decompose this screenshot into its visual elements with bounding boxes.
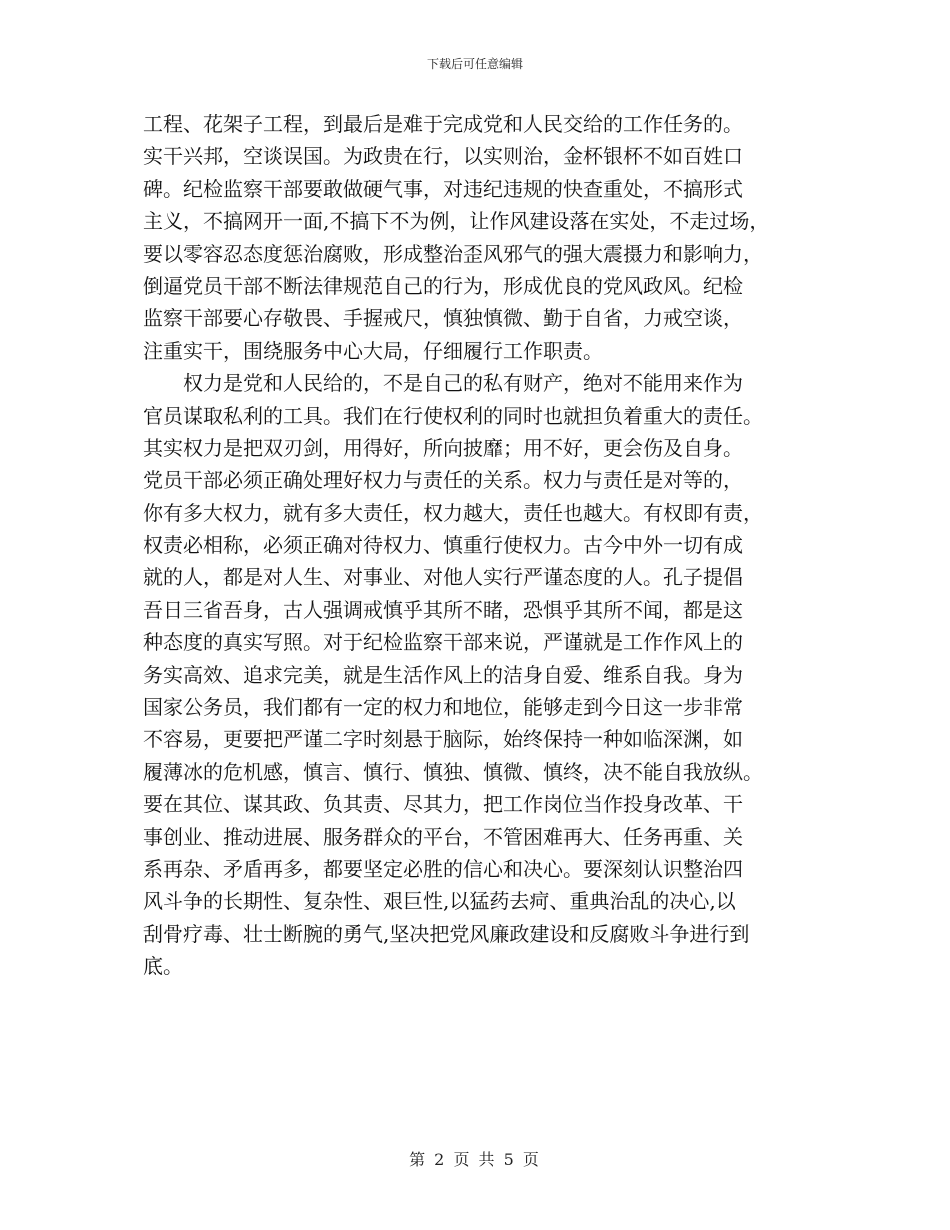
page-header: 下载后可任意编辑 <box>426 57 523 71</box>
paragraph-first-line: 权力是党和人民给的，不是自己的私有财产，绝对不能用来作为 <box>183 371 743 396</box>
text-line: 风斗争的长期性、复杂性、艰巨性,以猛药去疴、重典治乱的决心,以 <box>143 889 736 914</box>
text-line: 要在其位、谋其政、负其责、尽其力，把工作岗位当作投身改革、干 <box>143 792 743 817</box>
text-line: 系再杂、矛盾再多，都要坚定必胜的信心和决心。要深刻认识整治四 <box>143 856 743 881</box>
text-line: 监察干部要心存敬畏、手握戒尺，慎独慎微、勤于自省，力戒空谈， <box>143 306 743 331</box>
text-line: 你有多大权力，就有多大责任，权力越大，责任也越大。有权即有责， <box>143 500 763 525</box>
text-line: 种态度的真实写照。对于纪检监察干部来说，严谨就是工作作风上的 <box>143 630 743 655</box>
text-line: 不容易，更要把严谨二字时刻悬于脑际，始终保持一种如临深渊，如 <box>143 727 743 752</box>
text-line: 吾日三省吾身，古人强调戒慎乎其所不睹，恐惧乎其所不闻，都是这 <box>143 597 743 622</box>
text-line: 刮骨疗毒、壮士断腕的勇气,坚决把党风廉政建设和反腐败斗争进行到 <box>143 921 750 946</box>
text-line: 履薄冰的危机感，慎言、慎行、慎独、慎微、慎终，决不能自我放纵。 <box>143 759 763 784</box>
text-line: 国家公务员，我们都有一定的权力和地位，能够走到今日这一步非常 <box>143 695 743 720</box>
text-line: 倒逼党员干部不断法律规范自己的行为，形成优良的党风政风。纪检 <box>143 273 743 298</box>
document-body <box>143 108 823 983</box>
text-line: 事创业、推动进展、服务群众的平台，不管困难再大、任务再重、关 <box>143 824 743 849</box>
text-line: 务实高效、追求完美，就是生活作风上的洁身自爱、维系自我。身为 <box>143 662 743 687</box>
text-line: 注重实干，围绕服务中心大局，仔细履行工作职责。 <box>143 338 603 363</box>
text-line: 工程、花架子工程，到最后是难于完成党和人民交给的工作任务的。 <box>143 112 743 136</box>
text-line: 要以零容忍态度惩治腐败，形成整治歪风邪气的强大震摄力和影响力， <box>143 241 763 266</box>
text-line: 主义，不搞网开一面,不搞下不为例，让作风建设落在实处，不走过场， <box>143 209 770 234</box>
text-line: 实干兴邦，空谈误国。为政贵在行，以实则治，金杯银杯不如百姓口 <box>143 144 743 169</box>
text-line: 官员谋取私利的工具。我们在行使权利的同时也就担负着重大的责任。 <box>143 403 763 428</box>
text-line: 其实权力是把双刃剑，用得好，所向披靡；用不好，更会伤及自身。 <box>143 435 743 460</box>
text-line: 党员干部必须正确处理好权力与责任的关系。权力与责任是对等的， <box>143 468 743 493</box>
text-line: 就的人，都是对人生、对事业、对他人实行严谨态度的人。孔子提倡 <box>143 565 743 590</box>
text-line: 权责必相称，必须正确对待权力、慎重行使权力。古今中外一切有成 <box>143 533 743 558</box>
page-number: 第 2 页 共 5 页 <box>409 1150 541 1169</box>
text-line: 底。 <box>143 954 183 979</box>
text-line: 碑。纪检监察干部要敢做硬气事，对违纪违规的快查重处，不搞形式 <box>143 176 743 201</box>
